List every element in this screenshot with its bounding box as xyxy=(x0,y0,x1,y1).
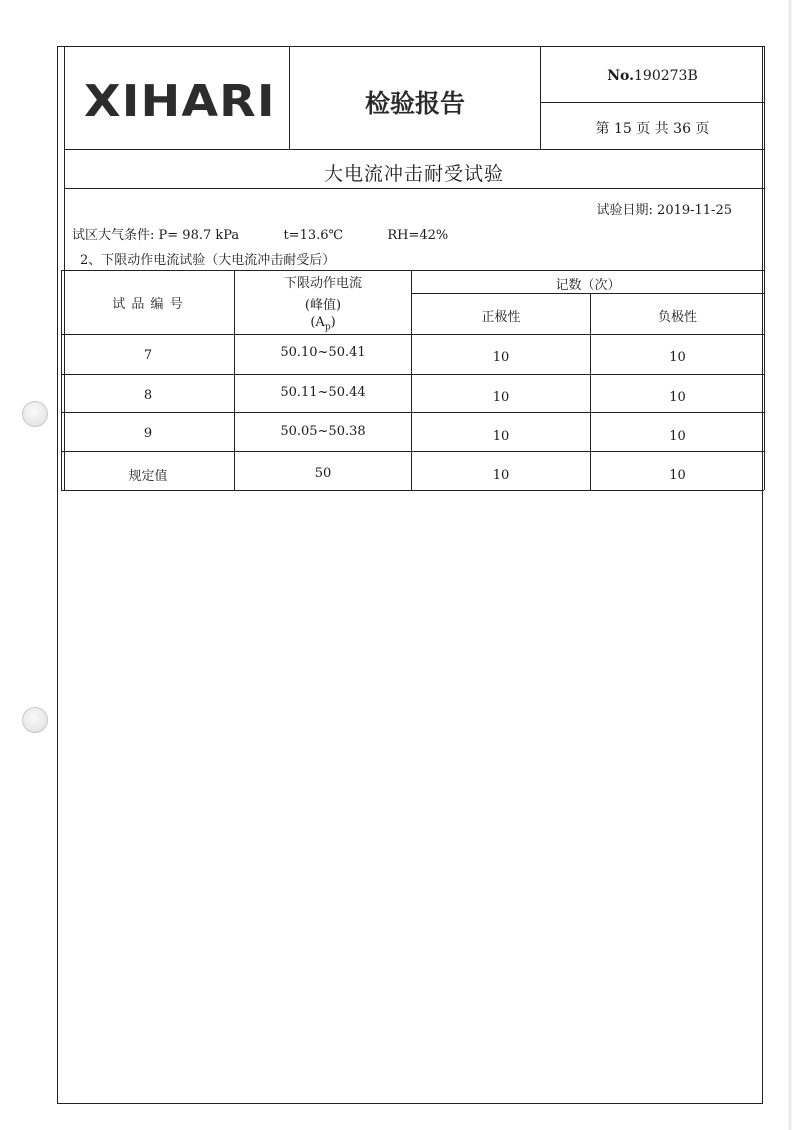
cell-negative: 10 xyxy=(669,350,686,365)
header-current-line2: (峰值) xyxy=(304,298,342,313)
header-current-line1: 下限动作电流 xyxy=(283,276,362,291)
pressure-value: P= 98.7 kPa xyxy=(158,228,240,243)
company-logo: XIHARI xyxy=(84,76,276,127)
binder-hole-top xyxy=(22,401,48,427)
header-current-unit xyxy=(235,315,411,333)
humidity-value: RH=42% xyxy=(387,228,449,243)
row-line-1 xyxy=(61,374,764,375)
page-info: 第 15 页 共 36 页 xyxy=(595,121,710,137)
cell-negative: 10 xyxy=(669,429,686,444)
cell-sample: 规定值 xyxy=(128,469,168,484)
header-bottom-border xyxy=(64,149,764,150)
cell-sample: 9 xyxy=(143,426,153,441)
cell-current: 50 xyxy=(314,466,332,481)
header-negative: 负极性 xyxy=(657,310,697,325)
cell-positive: 10 xyxy=(492,350,510,365)
temperature-value: t=13.6℃ xyxy=(283,228,344,243)
inner-right-border xyxy=(764,46,765,490)
header-right-split xyxy=(540,102,764,103)
test-date: 试验日期: 2019-11-25 xyxy=(596,203,732,218)
section-title-border xyxy=(64,188,764,189)
unit-close: ) xyxy=(330,315,336,330)
cell-positive: 10 xyxy=(492,390,510,405)
atmospheric-conditions xyxy=(72,224,448,243)
conditions-label: 试区大气条件: xyxy=(72,228,155,243)
header-count: 记数（次） xyxy=(555,278,621,293)
cell-positive: 10 xyxy=(492,468,510,483)
header-positive: 正极性 xyxy=(481,310,521,325)
table-bottom-border xyxy=(61,490,764,491)
unit-subscript: p xyxy=(324,322,331,333)
table-header-bottom xyxy=(61,334,764,335)
report-title: 检验报告 xyxy=(364,89,465,118)
header-top-border xyxy=(64,46,764,47)
cell-current: 50.10~50.41 xyxy=(280,345,366,360)
row-line-3 xyxy=(61,451,764,452)
inner-left-border xyxy=(64,46,65,490)
cell-sample: 8 xyxy=(143,388,153,403)
cell-negative: 10 xyxy=(669,468,686,483)
header-sample-id: 试 品 编 号 xyxy=(112,297,184,312)
cell-current: 50.05~50.38 xyxy=(280,424,366,439)
count-header-split xyxy=(411,293,764,294)
report-number-value: 190273B xyxy=(634,68,698,84)
section-title: 大电流冲击耐受试验 xyxy=(323,163,504,185)
cell-negative: 10 xyxy=(669,390,686,405)
col-divider-2 xyxy=(411,270,412,490)
report-number-prefix: No. xyxy=(607,68,635,84)
report-number xyxy=(540,68,765,84)
page-edge-shadow xyxy=(788,0,792,1130)
binder-hole-bottom xyxy=(22,707,48,733)
cell-sample: 7 xyxy=(143,348,153,363)
unit-open: (A xyxy=(310,315,325,330)
cell-positive: 10 xyxy=(492,429,510,444)
cell-current: 50.11~50.44 xyxy=(280,385,366,400)
row-line-2 xyxy=(61,412,764,413)
test-subtitle: 2、下限动作电流试验（大电流冲击耐受后） xyxy=(80,253,336,268)
table-top-border xyxy=(61,270,764,271)
